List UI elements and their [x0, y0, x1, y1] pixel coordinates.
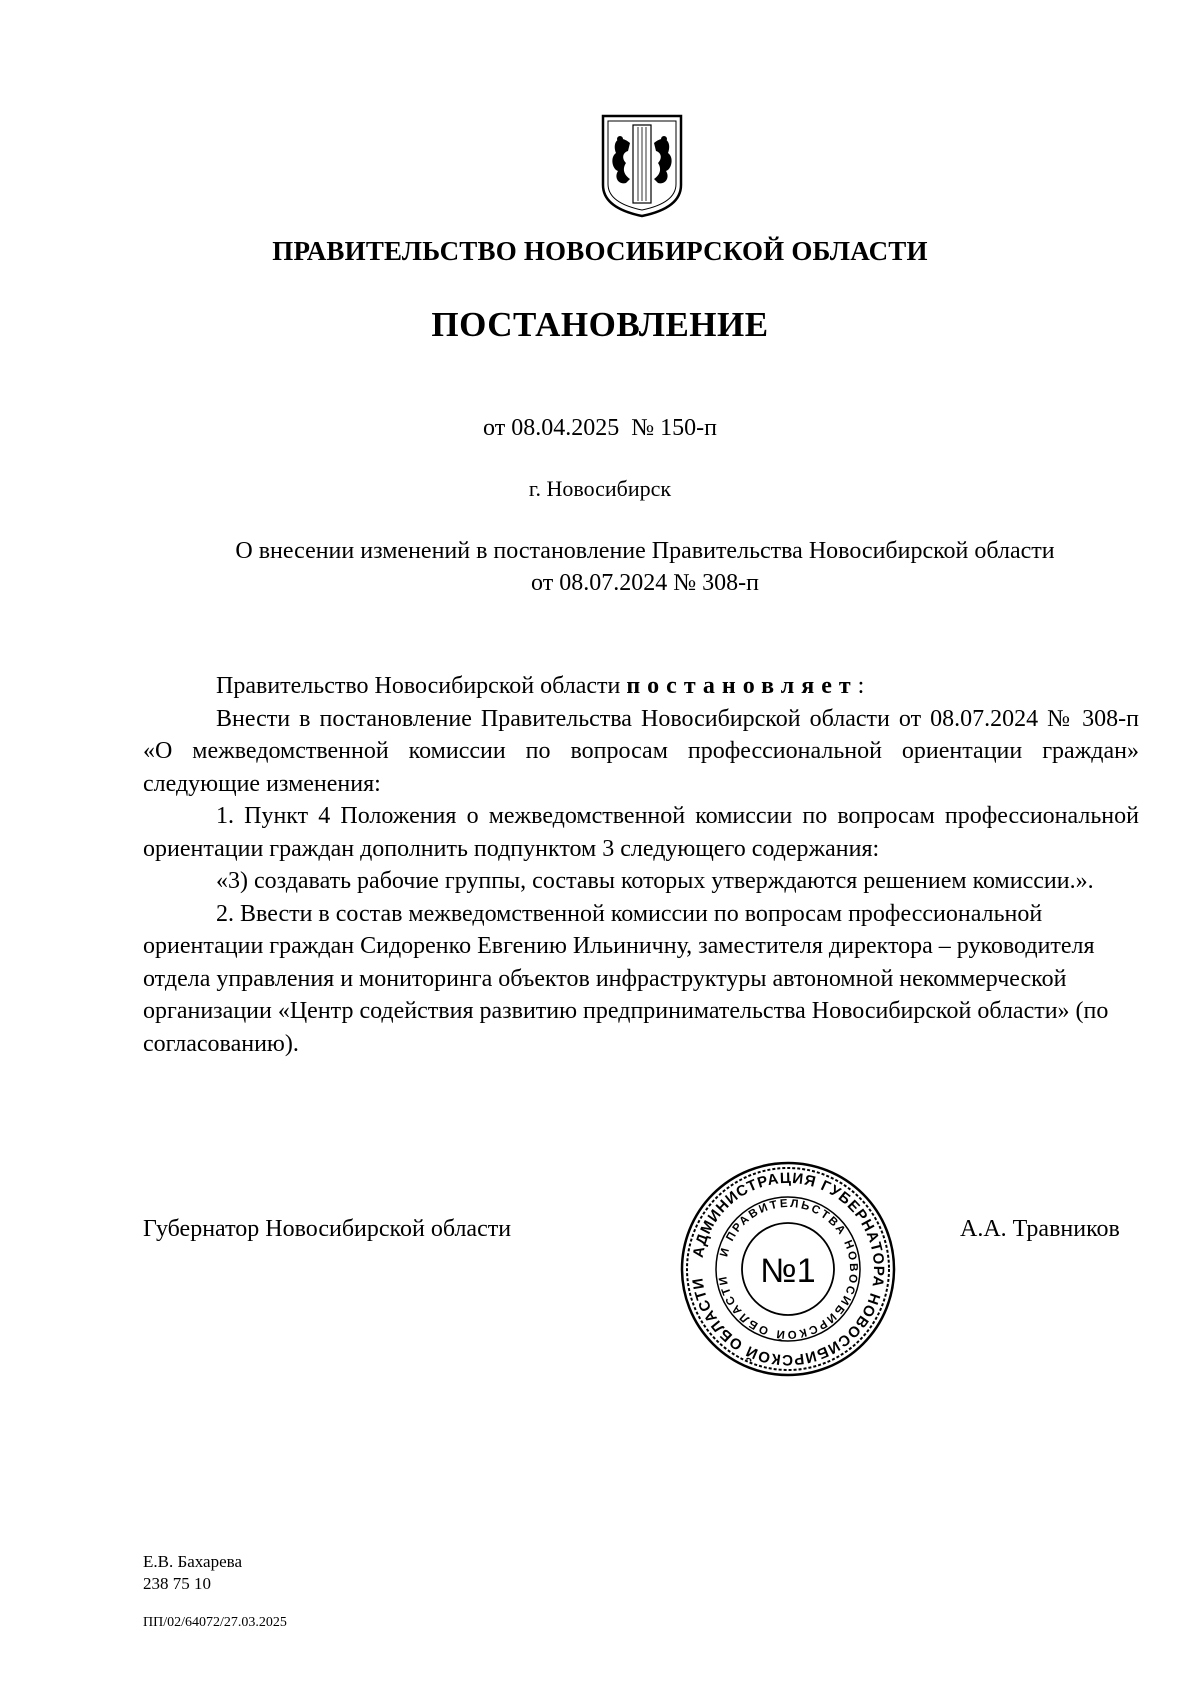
item-1-quote-paragraph: «3) создавать рабочие группы, составы которых утверждаются решением комиссии.».: [216, 868, 1094, 894]
seal-outer-text: АДМИНИСТРАЦИЯ ГУБЕРНАТОРА НОВОСИБИРСКОЙ ОБЛАСТИ: [689, 1169, 888, 1369]
preamble-text: Правительство Новосибирской области: [216, 673, 627, 699]
document-date-number: [0, 415, 1200, 442]
document-date: от 08.04.2025: [483, 415, 620, 441]
item-1-paragraph: 1. Пункт 4 Положения о межведомственной комиссии по вопросам профессиональной ориентации граждан дополнить подпунктом 3 следующего содержания:: [143, 803, 1139, 862]
registration-number: ПП/02/64072/27.03.2025: [143, 1615, 287, 1630]
executor-phone: 238 75 10: [143, 1574, 211, 1593]
signatory-position: Губернатор Новосибирской области: [143, 1216, 512, 1242]
coat-of-arms-icon: [600, 113, 684, 219]
document-type: ПОСТАНОВЛЕНИЕ: [431, 305, 769, 344]
preamble: [143, 670, 1139, 703]
document-number: № 150-п: [631, 415, 717, 441]
preamble-colon: :: [857, 673, 865, 699]
subject-line-2: от 08.07.2024 № 308-п: [531, 570, 759, 596]
intro-paragraph: Внести в постановление Правительства Новосибирской области от 08.07.2024 № 308-п «О межведомственной комиссии по вопросам профессиональной ориентации граждан» следующие изменения:: [143, 705, 1139, 797]
document-body: [143, 670, 1139, 1060]
organization-title: ПРАВИТЕЛЬСТВО НОВОСИБИРСКОЙ ОБЛАСТИ: [272, 236, 928, 266]
seal-inner-text: И ПРАВИТЕЛЬСТВА НОВОСИБИРСКОЙ ОБЛАСТИ: [717, 1197, 860, 1341]
document-subject: [150, 535, 1140, 599]
item-2-paragraph: 2. Ввести в состав межведомственной комиссии по вопросам профессиональной ориентации граждан Сидоренко Евгению Ильиничну, заместителя директора – руководителя отдела управления и мониторинга объектов инфраструктуры автономной некоммерческой организации «Центр содействия развитию предпринимательства Новосибирской области» (по согласованию).: [143, 900, 1109, 1057]
executor-name: Е.В. Бахарева: [143, 1552, 242, 1571]
executor-block: [143, 1551, 242, 1595]
signatory-name: А.А. Травников: [960, 1216, 1120, 1242]
subject-line-1: О внесении изменений в постановление Правительства Новосибирской области: [235, 538, 1055, 564]
preamble-decree-word: постановляет: [626, 673, 858, 699]
seal-center-number: №1: [760, 1252, 816, 1290]
document-city: г. Новосибирск: [528, 476, 672, 501]
official-seal-icon: [677, 1158, 899, 1380]
